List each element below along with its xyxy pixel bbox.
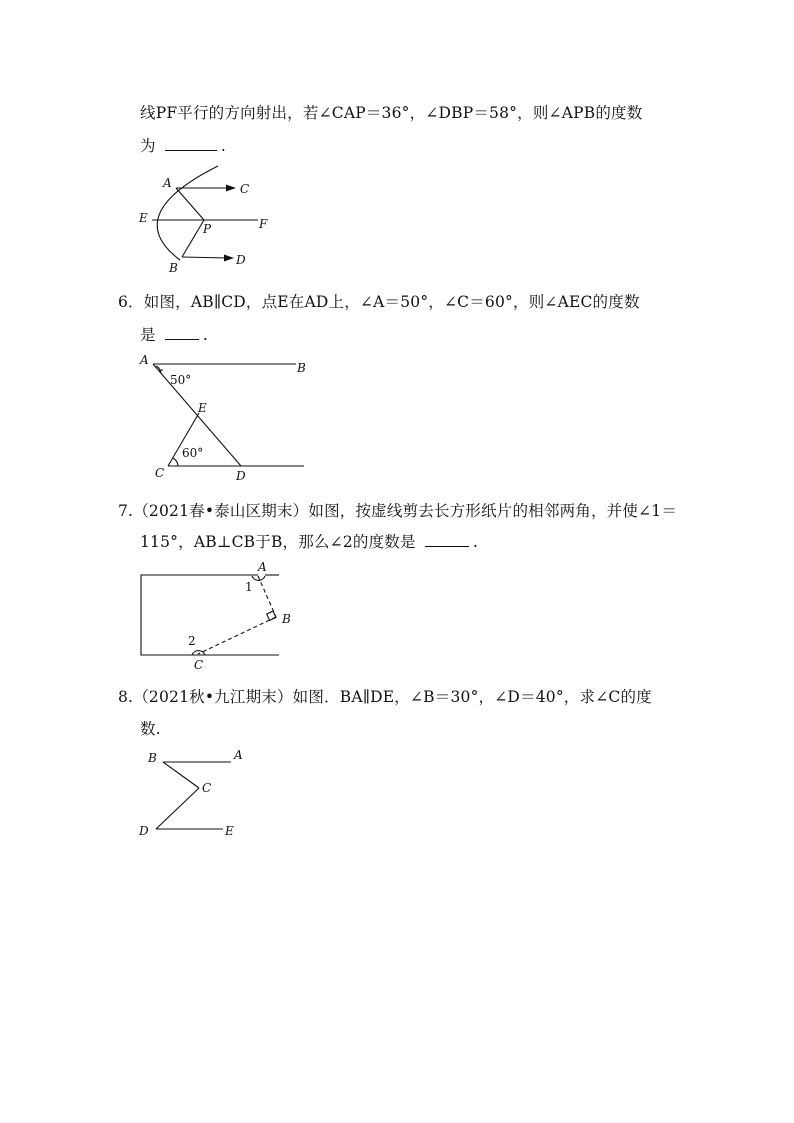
q8-label-A: A (234, 748, 243, 762)
q6-label-A: A (140, 353, 149, 367)
q6-angle-label-A: 50° (170, 373, 192, 387)
q8-label-C: C (202, 781, 212, 795)
q6-line2-suffix: . (202, 326, 208, 344)
q7-line2-suffix: . (472, 533, 478, 551)
q5-label-B: B (169, 261, 178, 275)
q6-label-D: D (236, 469, 246, 483)
q5-label-P: P (203, 222, 212, 236)
q6-text-line1: 6．如图，AB∥CD，点E在AD上，∠A＝50°，∠C＝60°，则∠AEC的度数 (118, 293, 640, 311)
q8-line-BC (163, 762, 199, 788)
q6-label-B: B (297, 361, 306, 375)
q5-label-F: F (259, 217, 268, 231)
q6-angle-label-C: 60° (182, 446, 204, 460)
q7-label-B: B (282, 612, 291, 626)
q8-label-B: B (148, 751, 157, 765)
q7-label-1: 1 (245, 580, 253, 594)
q6-label-E: E (198, 401, 207, 415)
q5-text-line1: 线PF平行的方向射出，若∠CAP＝36°，∠DBP＝58°，则∠APB的度数 (140, 104, 643, 122)
q5-line2-prefix: 为 (140, 137, 156, 155)
q5-label-C: C (240, 182, 250, 196)
q5-label-E: E (139, 211, 148, 225)
q7-text-line1: 7.（2021春•泰山区期末）如图，按虚线剪去长方形纸片的相邻两角，并使∠1＝ (118, 502, 678, 520)
q7-label-2: 2 (188, 634, 196, 648)
q8-label-D: D (139, 824, 149, 838)
q8-line-CD (156, 788, 199, 829)
q8-text-line2: 数. (140, 720, 161, 738)
q8-label-E: E (225, 824, 234, 838)
q6-line2-prefix: 是 (140, 326, 156, 344)
q7-label-C: C (194, 658, 204, 672)
q6-label-C: C (155, 466, 165, 480)
q5-label-A: A (163, 176, 172, 190)
q8-text-line1: 8.（2021秋•九江期末）如图．BA∥DE，∠B＝30°，∠D＝40°，求∠C的度 (118, 688, 652, 706)
q5-line2-suffix: . (220, 137, 226, 155)
q7-label-A: A (258, 560, 267, 574)
q5-label-D: D (236, 253, 246, 267)
q7-line2-prefix: 115°，AB⊥CB于B，那么∠2的度数是 (140, 533, 416, 551)
